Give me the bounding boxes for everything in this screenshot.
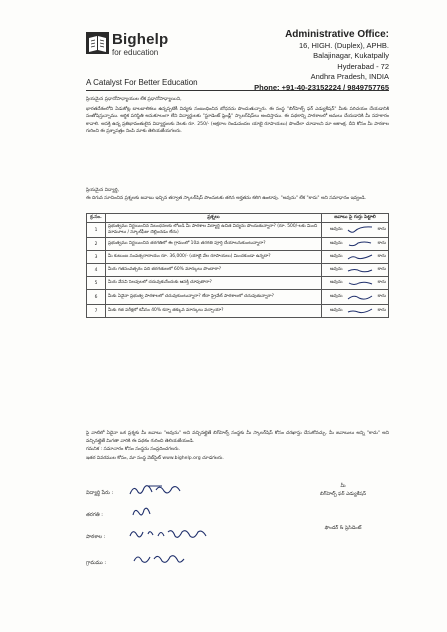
row-number: 6 [87, 290, 106, 305]
row-question: మీరు వేసవి సెలవులలో చదువుకునేందుకు ఆసక్తి చూపుతారా? [106, 277, 322, 290]
row-question: మీకు గత పరీక్షలో కనీసం 40% కన్నా తక్కువ మార్కులు వచ్చాయా? [106, 305, 322, 318]
answer-yes: అవును [330, 308, 343, 313]
row-number: 2 [87, 238, 106, 251]
answer-no: కాదు [377, 280, 386, 285]
row-number: 7 [87, 305, 106, 318]
village-label: గ్రామము : [86, 560, 107, 566]
row-number: 5 [87, 277, 106, 290]
row-answer [322, 277, 389, 290]
student-name-label: విద్యార్థి పేరు : [86, 490, 114, 496]
table-header-row [87, 214, 389, 223]
row-number: 4 [87, 264, 106, 277]
office-address [239, 30, 389, 93]
handwritten-tick-icon [346, 265, 374, 275]
salutation: ప్రియమైన ప్రధానోపాధ్యాయుల లేక ప్రధానోపాధ్యాయిని, [86, 97, 182, 102]
letter-intro [86, 96, 389, 138]
row-question: ప్రభుత్వము నిర్ణయించిన తరగతిలో ఈ గ్రామంలో 10వ తరగతి పూర్తి చేయాలనుకుంటున్నారా? [106, 238, 322, 251]
row-answer [322, 305, 389, 318]
row-number: 1 [87, 223, 106, 238]
office-title: Administrative Office: [285, 29, 389, 40]
closing-designation: ఫౌండర్ & ప్రెసిడెంట్ [324, 526, 362, 531]
book-logo-icon [86, 32, 109, 54]
handwritten-tick-icon [346, 225, 374, 235]
answer-yes: అవును [330, 267, 343, 272]
row-question: మీ కుటుంబ సంవత్సరాదాయం రూ. 36,000/- (యాభై వేల రూపాయలు) మించకుండా ఉన్నదా? [106, 251, 322, 264]
letter-outro [86, 430, 389, 463]
office-line: 16, HIGH. (Duplex), APHB. [298, 40, 389, 50]
row-answer [322, 264, 389, 277]
office-line: Andhra Pradesh, INDIA [310, 72, 389, 81]
class-label: తరగతి : [86, 512, 103, 518]
handwritten-school [128, 526, 210, 542]
closing-organization: బిగ్‌హెల్ప్ ఫర్ ఎడ్యుకేషన్ [319, 492, 367, 497]
brand-subtitle: for education [112, 48, 159, 57]
handwritten-student-name [128, 482, 188, 498]
header-divider [86, 90, 389, 91]
row-answer [322, 251, 389, 264]
office-line: Hyderabad - 72 [337, 61, 389, 71]
handwritten-tick-icon [346, 306, 374, 316]
closing-word: మీ [340, 484, 346, 489]
row-question: మీరు గతసంవత్సరం పది తరగతులలో 60% మార్కులు పొందారా? [106, 264, 322, 277]
table-row [87, 305, 389, 318]
outro-website: ఇతర వివరముల కోసం, మా సంస్థ వెబ్‌సైట్ www.bighelp.org చూడగలరు. [86, 455, 224, 461]
handwritten-tick-icon [346, 292, 374, 302]
table-row [87, 264, 389, 277]
handwritten-class [130, 505, 154, 519]
school-label: పాఠశాల : [86, 534, 106, 540]
handwritten-village [132, 551, 186, 567]
brand-tagline: A Catalyst For Better Education [86, 78, 198, 87]
intro-paragraph: భారతదేశంలోని ఏడుకోట్ల బాలబాలికలు ఉన్నప్పటికీ విద్యకు సంబంధించిన బోధనను పొందుతున్నారు. ఈ సంస్థ "బిగ్‌హెల్ప్ ఫర్ ఎడ్యుకేషన్" మీకు పరిచయం చేయడానికి సంతోషిస్తున్నాము. ఆర్థిక పరిస్థితి అనుకూలంగా లేని విద్యార్థులకు "స్టూడెంట్ ఫ్రెండ్లీ" స్కాలర్‌షిప్‌లు అందిస్తాము. ఈ పథకాన్ని పాఠశాలలో అమలు చేయడానికి మీ సహకారం కావాలి. ఆసక్తి ఉన్న ప్రతిభావంతులైన విద్యార్థులకు నెలకు రూ. 250/- (అక్షరాల రెండువందల యాభై రూపాయలు) పొందేలా చూడాలని మా ఆకాంక్ష. దీని కోసం మీ పాఠశాల గురించి ఈ ప్రశ్నాపత్రం నింపి మాకు తెలియజేయగలరు. [86, 106, 389, 135]
table-row [87, 277, 389, 290]
student-salutation: ప్రియమైన విద్యార్థి, [86, 188, 120, 193]
handwritten-tick-icon [346, 252, 374, 262]
outro-note: గమనిక : సమాచారం కోసం సంస్థను సంప్రదించగలరు. [86, 447, 180, 453]
col-header-no: క్ర.సం. [87, 214, 106, 223]
office-phone: Phone: +91-40-23152224 / 9849757765 [254, 82, 389, 92]
answer-yes: అవును [330, 241, 343, 246]
row-question: ప్రభుత్వము నిర్ణయించిన నిబంధనలకు లోబడి మీ పాఠశాల విద్యార్థి ఉచిత విద్యను పొందుతున్నారా? (రూ. 500/-లకు మించి మామూలు / స్కూల్‌ఫీజు చెల్లించడం లేదు) [106, 223, 322, 238]
table-row [87, 290, 389, 305]
answer-yes: అవును [330, 254, 343, 259]
row-answer [322, 238, 389, 251]
handwritten-tick-icon [346, 278, 374, 288]
row-question: మీకు ఏవైనా ప్రభుత్వ పాఠశాలలో చదువుకుంటున్నారా? లేదా ప్రైవేట్ పాఠశాలలో చదువుతున్నారా? [106, 290, 322, 305]
answer-yes: అవును [330, 280, 343, 285]
student-paragraph: ఈ దిగువ సూచించిన ప్రశ్నలకు జవాబు ఇచ్చిన తర్వాత స్కాలర్‌షిప్ పొందుటకు తగిన అర్హతను కలిగి ఉంటావు. "అవును" లేక "కాదు" అని సమాధానం ఇవ్వండి. [86, 196, 367, 201]
table-row [87, 238, 389, 251]
col-header-question: ప్రశ్నలు [106, 214, 322, 223]
row-answer [322, 290, 389, 305]
office-line: Balajinagar, Kukatpally [313, 51, 389, 60]
table-row [87, 223, 389, 238]
answer-yes: అవును [330, 227, 343, 232]
answer-no: కాదు [377, 254, 386, 259]
outro-paragraph: పై వాటిలో ఏదైనా ఒక ప్రశ్నకు మీ జవాబు "అవును" అని వచ్చినట్లైతే బిగ్‌హెల్ప్ సంస్థకు మీ స్కాలర్‌షిప్ కోసం దరఖాస్తు చేసుకోవచ్చు. మీ జవాబులు అన్ని "కాదు" అని వచ్చినట్లైతే మిగతా వారికి ఈ పథకం గురించి తెలియజేయండి. [86, 431, 389, 444]
answer-yes: అవును [330, 294, 343, 299]
answer-no: కాదు [377, 267, 386, 272]
handwritten-tick-icon [346, 239, 374, 249]
col-header-answer: జవాబు పై గుర్తు పెట్టాలి [322, 214, 389, 223]
brand-name: Bighelp [112, 31, 169, 48]
answer-no: కాదు [377, 227, 386, 232]
answer-no: కాదు [377, 241, 386, 246]
answer-no: కాదు [377, 294, 386, 299]
eligibility-table [86, 213, 389, 318]
answer-no: కాదు [377, 308, 386, 313]
row-number: 3 [87, 251, 106, 264]
row-answer [322, 223, 389, 238]
table-row [87, 251, 389, 264]
